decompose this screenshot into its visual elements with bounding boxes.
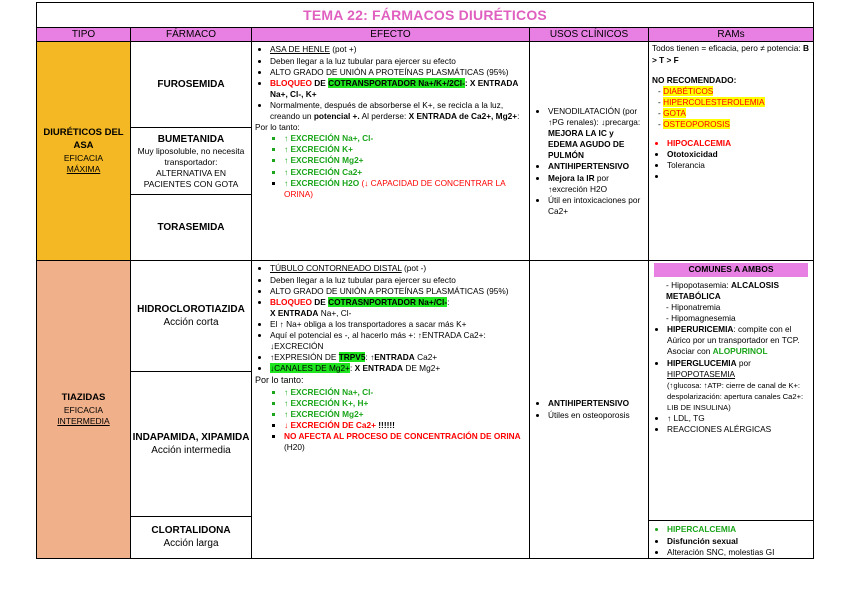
- excrecion-item: ▪ ↑ EXCRECIÓN Na+, Cl-: [284, 133, 526, 144]
- hiperuricemia-desc: : compite con el Aúrico por un transportador en TCP. Asociar con: [667, 324, 800, 357]
- perderse-text: Al perderse:: [359, 111, 409, 122]
- ram-item: • HIPOCALCEMIA: [667, 138, 810, 149]
- header-usos: USOS CLÍNICOS: [530, 28, 649, 42]
- hiperuricemia: HIPERURICEMIA: [667, 324, 734, 335]
- expresion-sep: : ↑: [365, 352, 375, 363]
- trpv5-highlight: TRPV5: [338, 352, 366, 363]
- efecto-asa-item: [270, 100, 526, 122]
- excrecion-item: ▪ ↑ EXCRECIÓN Mg2+: [284, 409, 526, 420]
- potencial-text: potencial +.: [313, 111, 360, 122]
- farmaco-clortalidona: [131, 517, 252, 559]
- header-row: [37, 28, 814, 42]
- excrecion-h2o-text: por ↑excreción H2O: [548, 172, 609, 194]
- bumetanida-note: Muy liposoluble, no necesita transportador:: [137, 145, 245, 168]
- hidroclorotiazida-accion: Acción corta: [163, 317, 219, 329]
- entrada-label: ENTRADA: [374, 352, 415, 363]
- tipo-tiazidas: [37, 261, 131, 558]
- hiperglucemia-mecanismo: (↑glucosa: ↑ATP: cierre de canal de K+: despolarización: apertura canales Ca2+: LIB DE INSULINA): [667, 380, 804, 413]
- tipo-tiazidas-name: TIAZIDAS: [61, 391, 106, 403]
- exclamations: !!!!!!: [375, 419, 395, 430]
- rams-tiazidas: [649, 261, 814, 558]
- comunes-item: [667, 324, 810, 357]
- hipopotasemia: Hipopotasemia:: [671, 279, 732, 290]
- ram-item: • Disfunción sexual: [667, 536, 810, 547]
- no-recomendado-label: NO RECOMENDADO:: [652, 74, 737, 85]
- header-farmaco: FÁRMACO: [131, 28, 252, 42]
- ram-item: [667, 171, 810, 182]
- no-afecta-orina: NO AFECTA AL PROCESO DE CONCENTRACIÓN DE ORINA: [284, 430, 521, 441]
- efecto-tiazidas-item: [270, 363, 526, 374]
- comunes-item: • ↑ LDL, TG: [667, 413, 810, 424]
- alcalosis: ALCALOSIS METABÓLICA: [666, 279, 779, 301]
- nr-hipercolesterolemia: HIPERCOLESTEROLEMIA: [663, 96, 765, 107]
- x-entrada-mg: X ENTRADA: [354, 363, 404, 374]
- nr-diabeticos: DIABÉTICOS: [663, 85, 714, 96]
- drug-table-sheet: [36, 2, 813, 559]
- efecto-tiazidas-item: • El ↑ Na+ obliga a los transportadores a sacar más K+: [270, 319, 526, 330]
- comunes-item: [666, 280, 810, 302]
- comunes-section: [649, 261, 813, 521]
- tipo-asa-name: DIURÉTICOS DEL ASA: [43, 127, 124, 152]
- efecto-tiazidas-item: [270, 297, 526, 319]
- excrecion-item: [284, 178, 526, 200]
- bloqueo-label: BLOQUEO: [270, 296, 312, 307]
- mejora-ic-text: MEJORA LA IC y EDEMA AGUDO DE PULMÓN: [548, 128, 625, 161]
- efecto-tiazidas-item: • Aquí el potencial es -, al hacerlo más +: ↑ENTRADA Ca2+: ↓EXCRECIÓN: [270, 330, 526, 352]
- excrecion-item: ▪ ↑ EXCRECIÓN Ca2+: [284, 167, 526, 178]
- no-recomendado-item: [658, 108, 810, 119]
- usos-tiazidas-item: • ANTIHIPERTENSIVO: [548, 398, 645, 409]
- usos-tiazidas-item: • Útiles en osteoporosis: [548, 410, 645, 421]
- header-efecto: EFECTO: [252, 28, 530, 42]
- efecto-tiazidas-item: • Deben llegar a la luz tubular para ejercer su efecto: [270, 275, 526, 286]
- rams-intro: [652, 43, 810, 65]
- bloqueo-tail: :: [447, 296, 450, 307]
- ram-item: • Tolerancia: [667, 160, 810, 171]
- alopurinol: ALOPURINOL: [712, 346, 768, 357]
- comunes-item: - Hiponatremia: [666, 302, 810, 313]
- excrecion-item: [284, 431, 526, 453]
- tipo-asa-nivel: MÁXIMA: [66, 164, 101, 175]
- efecto-tiazidas-item: [270, 263, 526, 274]
- excrecion-ca: ↓ EXCRECIÓN DE Ca2+: [284, 419, 376, 430]
- usos-asa-item: • ANTIHIPERTENSIVO: [548, 161, 645, 172]
- nr-osteoporosis: OSTEOPOROSIS: [663, 119, 730, 130]
- expresion-text: ↑EXPRESIÓN DE: [270, 352, 339, 363]
- canales-mg-highlight: ↓CANALES DE Mg2+: [270, 363, 351, 374]
- usos-tiazidas: [530, 261, 649, 558]
- efecto-asa-item: • Deben llegar a la luz tubular para ejercer su efecto: [270, 56, 526, 67]
- bloqueo-tail: : X ENTRADA Na+, Cl-, K+: [270, 77, 519, 99]
- por-lo-tanto-tiazidas: Por lo tanto:: [255, 375, 304, 386]
- usos-asa: [530, 42, 649, 261]
- no-recomendado-item: [658, 86, 810, 97]
- asa-henle-pot: (pot +): [329, 44, 357, 55]
- usos-asa-item: • Útil en intoxicaciones por Ca2+: [548, 195, 645, 217]
- canales-sep: :: [350, 363, 355, 374]
- no-recomendado-item: [658, 97, 810, 108]
- indapamida-name: INDAPAMIDA, XIPAMIDA: [132, 431, 250, 443]
- ram-item: • HIPERCALCEMIA: [667, 524, 810, 535]
- venodilatacion-text: VENODILATACIÓN (por ↑PG renales): ↓precarga:: [548, 105, 641, 127]
- entrada-mg: DE Mg2+: [403, 363, 441, 374]
- x-entrada: X ENTRADA: [270, 307, 319, 318]
- comunes-item: • REACCIONES ALÉRGICAS: [667, 424, 810, 435]
- bloqueo-de: DE: [311, 296, 329, 307]
- farmaco-hidroclorotiazida: [131, 261, 252, 372]
- bumetanida-note: PACIENTES CON GOTA: [143, 179, 239, 190]
- farmaco-indapamida: [131, 371, 252, 516]
- hiperglucemia-por: por: [736, 357, 751, 368]
- farmaco-torasemida: TORASEMIDA: [131, 195, 252, 261]
- farmaco-furosemida: FUROSEMIDA: [131, 42, 252, 128]
- entrada-ca-text: X ENTRADA de Ca2+, Mg2+: [408, 111, 518, 122]
- ram-item: • Alteración SNC, molestias GI: [667, 547, 810, 558]
- hidroclorotiazida-name: HIDROCLOROTIAZIDA: [137, 303, 245, 315]
- rams-intro-text: Todos tienen = eficacia, pero ≠ potencia:: [652, 43, 803, 54]
- h2o-note: (H20): [284, 442, 305, 453]
- comunes-header: COMUNES A AMBOS: [654, 263, 808, 276]
- excrecion-item: ▪ ↑ EXCRECIÓN K+: [284, 144, 526, 155]
- asa-henle-label: ASA DE HENLE: [270, 44, 330, 55]
- hipopotasemia-u: HIPOPOTASEMIA: [667, 368, 736, 379]
- bumetanida-name: BUMETANIDA: [157, 133, 225, 145]
- concentrar-orina-note: (↓ CAPACIDAD DE CONCENTRAR LA ORINA): [284, 177, 506, 199]
- page-title: TEMA 22: FÁRMACOS DIURÉTICOS: [37, 3, 814, 28]
- comunes-item: - Hipomagnesemia: [666, 313, 810, 324]
- entrada-ca: Ca2+: [414, 352, 438, 363]
- tipo-tiazidas-nivel: INTERMEDIA: [57, 415, 110, 426]
- bloqueo-label: BLOQUEO: [270, 77, 312, 88]
- hiperglucemia: HIPERGLUCEMIA: [667, 357, 737, 368]
- excrecion-item: [284, 420, 526, 431]
- indapamida-accion: Acción intermedia: [151, 445, 231, 457]
- farmaco-bumetanida: [131, 128, 252, 195]
- nr-gota: GOTA: [663, 107, 686, 118]
- usos-asa-item: [548, 106, 645, 162]
- clortalidona-accion: Acción larga: [163, 538, 219, 550]
- efecto-asa-item: [270, 44, 526, 55]
- comunes-item: [667, 358, 810, 414]
- clortalidona-name: CLORTALIDONA: [151, 525, 231, 536]
- tipo-asa: [37, 42, 131, 261]
- header-rams: RAMs: [649, 28, 814, 42]
- usos-asa-item: [548, 173, 645, 195]
- bloqueo-de: DE: [311, 77, 329, 88]
- efecto-tiazidas-item: [270, 352, 526, 363]
- no-recomendado-item: [658, 119, 810, 130]
- tcd-label: TÚBULO CONTORNEADO DISTAL: [270, 263, 402, 274]
- efecto-asa: [252, 42, 530, 261]
- cotransportador-highlight: COTRANSPORTADOR Na+/K+/2Cl-: [328, 77, 465, 88]
- ram-item: • Ototoxicidad: [667, 149, 810, 160]
- cotransportador-highlight: COTRASNPORTADOR Na+/Cl-: [328, 296, 448, 307]
- mejora-ir-text: Mejora la IR: [548, 172, 595, 183]
- excrecion-item: ▪ ↑ EXCRECIÓN Mg2+: [284, 155, 526, 166]
- tcd-pot: (pot -): [401, 263, 427, 274]
- efecto-tiazidas: [252, 261, 530, 558]
- rams-asa: [649, 42, 814, 261]
- tipo-tiazidas-eficacia: EFICACIA: [63, 404, 104, 415]
- bumetanida-note: ALTERNATIVA EN: [156, 168, 226, 179]
- rams-potencia: B > T > F: [652, 43, 809, 65]
- por-lo-tanto-asa: Por lo tanto:: [255, 122, 300, 133]
- excrecion-item: ▪ ↑ EXCRECIÓN Na+, Cl-: [284, 387, 526, 398]
- excrecion-item: ▪ ↑ EXCRECIÓN K+, H+: [284, 398, 526, 409]
- tipo-asa-eficacia: EFICACIA: [63, 152, 104, 163]
- efecto-tiazidas-item: • ALTO GRADO DE UNIÓN A PROTEÍNAS PLASMÁTICAS (95%): [270, 286, 526, 297]
- header-tipo: TIPO: [37, 28, 131, 42]
- efecto-asa-item: • ALTO GRADO DE UNIÓN A PROTEÍNAS PLASMÁTICAS (95%): [270, 67, 526, 78]
- colon-text: :: [517, 111, 520, 122]
- x-entrada-ions: Na+, Cl-: [318, 307, 352, 318]
- reciclaje-text: Normalmente, después de absorberse el K+, se recicla a la luz, creando un: [270, 99, 504, 122]
- diuretics-table: [36, 2, 814, 559]
- efecto-asa-item: [270, 78, 526, 100]
- excrecion-h2o: ↑ EXCRECIÓN H2O: [284, 177, 360, 188]
